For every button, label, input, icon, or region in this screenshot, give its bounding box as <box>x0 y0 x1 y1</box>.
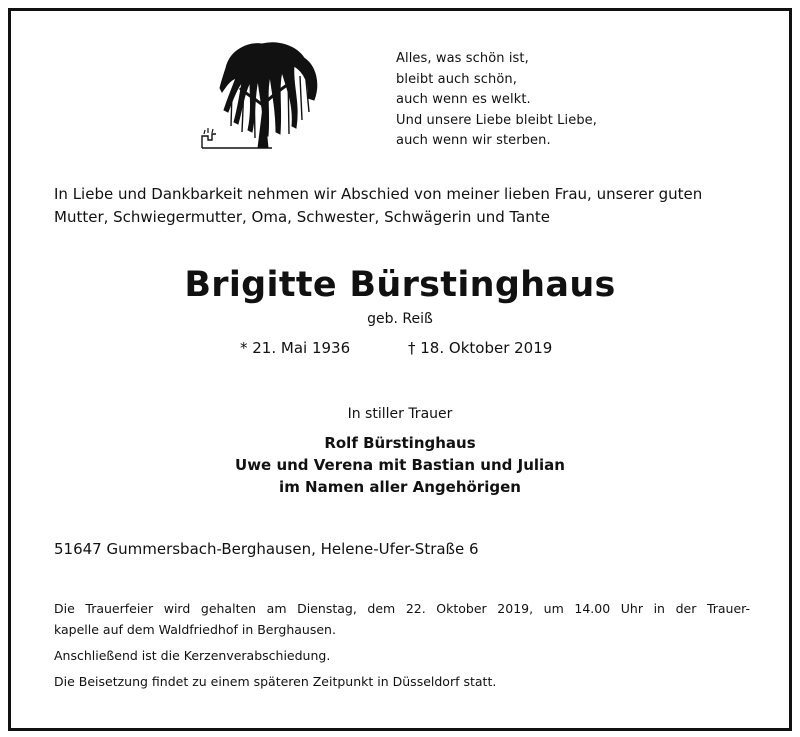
mourning-heading: In stiller Trauer <box>347 406 453 422</box>
mourner-line: im Namen aller Angehörigen <box>279 478 521 496</box>
poem <box>396 49 597 152</box>
notes-line: Die Beisetzung findet zu einem späteren Zeitpunkt in Düsseldorf statt. <box>54 674 497 689</box>
intro-line: Mutter, Schwiegermutter, Oma, Schwester, Schwägerin und Tante <box>54 208 550 226</box>
notes-line: Anschließend ist die Kerzenverabschiedung. <box>54 648 331 663</box>
mourner-line: Rolf Bürstinghaus <box>324 434 476 452</box>
poem-line: Und unsere Liebe bleibt Liebe, <box>396 112 598 128</box>
deceased-name: Brigitte Bürstinghaus <box>184 265 616 305</box>
poem-line: Alles, was schön ist, <box>396 51 529 66</box>
poem-line: auch wenn wir sterben. <box>396 133 551 148</box>
poem-line: bleibt auch schön, <box>396 71 517 87</box>
address: 51647 Gummersbach-Berghausen, Helene-Ufer-Straße 6 <box>54 540 479 558</box>
weeping-willow-icon <box>196 36 328 154</box>
intro-line: In Liebe und Dankbarkeit nehmen wir Abschied von meiner lieben Frau, unserer guten <box>54 185 703 203</box>
mourners-list <box>0 432 800 498</box>
intro-text <box>54 183 754 229</box>
maiden-name: geb. Reiß <box>367 311 433 327</box>
poem-line: auch wenn es welkt. <box>396 92 531 107</box>
funeral-notes <box>54 598 750 692</box>
notes-line: kapelle auf dem Waldfriedhof in Berghausen. <box>54 622 336 637</box>
mourner-line: Uwe und Verena mit Bastian und Julian <box>235 456 565 474</box>
notes-line: Die Trauerfeier wird gehalten am Dienstag, dem 22. Oktober 2019, um 14.00 Uhr in der Trauer- <box>54 601 750 616</box>
death-date: † 18. Oktober 2019 <box>408 339 553 357</box>
birth-date: * 21. Mai 1936 <box>240 339 351 357</box>
